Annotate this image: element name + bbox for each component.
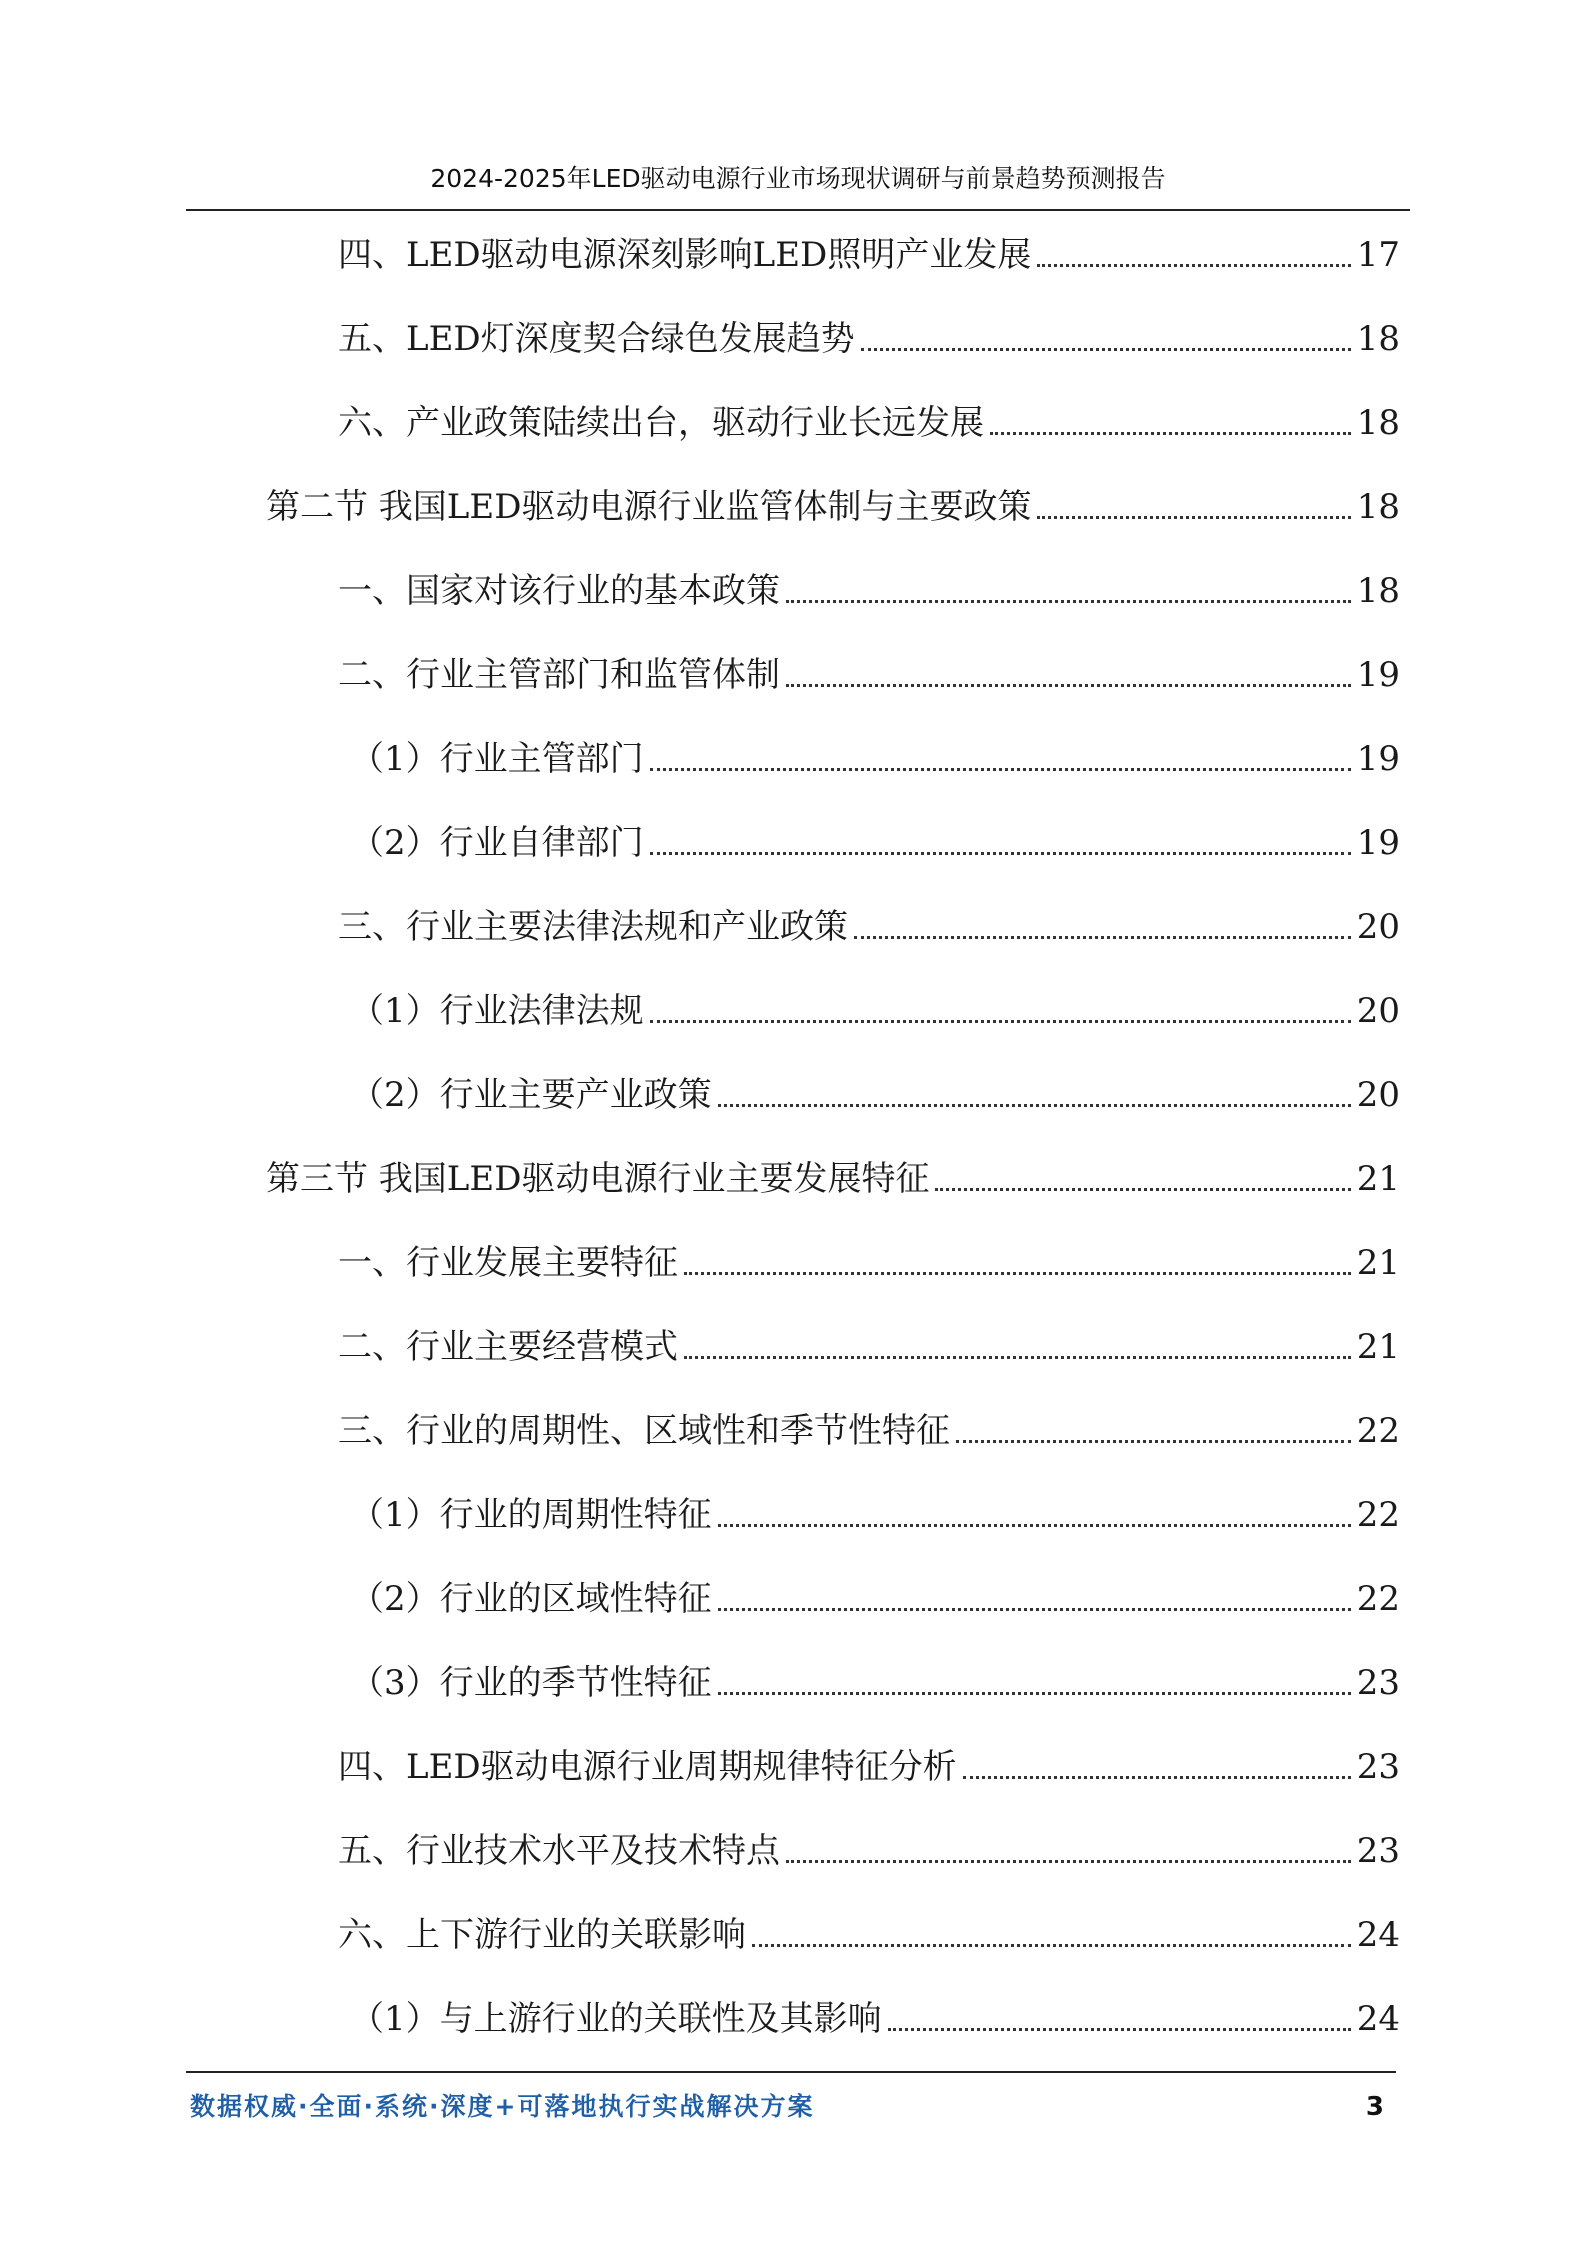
toc-subentry[interactable] xyxy=(350,737,1400,781)
toc-entry-label: 一、国家对该行业的基本政策 xyxy=(338,571,780,611)
toc-entry-page: 20 xyxy=(1356,907,1400,947)
toc-entry[interactable] xyxy=(338,1913,1400,1957)
toc-entry-label: （3）行业的季节性特征 xyxy=(350,1663,712,1703)
toc-subentry[interactable] xyxy=(350,1997,1400,2041)
toc-dot-leader xyxy=(1037,516,1350,519)
toc-entry-page: 18 xyxy=(1356,487,1400,527)
toc-dot-leader xyxy=(718,1692,1351,1695)
toc-entry[interactable] xyxy=(338,1325,1400,1369)
toc-entry-page: 18 xyxy=(1356,571,1400,611)
toc-entry-page: 21 xyxy=(1356,1243,1400,1283)
toc-dot-leader xyxy=(650,768,1351,771)
toc-subentry[interactable] xyxy=(350,1493,1400,1537)
toc-entry-page: 23 xyxy=(1356,1663,1400,1703)
toc-entry[interactable] xyxy=(338,905,1400,949)
toc-dot-leader xyxy=(718,1524,1351,1527)
toc-entry[interactable] xyxy=(338,653,1400,697)
toc-dot-leader xyxy=(684,1272,1351,1275)
toc-dot-leader xyxy=(684,1356,1351,1359)
toc-dot-leader xyxy=(650,1020,1351,1023)
report-title: 2024-2025年LED驱动电源行业市场现状调研与前景趋势预测报告 xyxy=(430,164,1166,193)
toc-subentry[interactable] xyxy=(350,989,1400,1033)
toc-dot-leader xyxy=(752,1944,1351,1947)
toc-entry-label: 四、LED驱动电源行业周期规律特征分析 xyxy=(338,1747,957,1787)
toc-dot-leader xyxy=(786,600,1351,603)
toc-entry-label: 三、行业主要法律法规和产业政策 xyxy=(338,907,848,947)
toc-entry-page: 23 xyxy=(1356,1831,1400,1871)
toc-entry-page: 17 xyxy=(1356,235,1400,275)
toc-entry-label: （1）行业法律法规 xyxy=(350,991,644,1031)
toc-entry-label: （1）与上游行业的关联性及其影响 xyxy=(350,1999,882,2039)
toc-subentry[interactable] xyxy=(350,1661,1400,1705)
toc-entry[interactable] xyxy=(338,317,1400,361)
toc-entry-label: 四、LED驱动电源深刻影响LED照明产业发展 xyxy=(338,235,1032,275)
toc-entry-label: （2）行业主要产业政策 xyxy=(350,1075,712,1115)
toc-entry-label: 一、行业发展主要特征 xyxy=(338,1243,678,1283)
toc-entry[interactable] xyxy=(338,401,1400,445)
toc-entry-page: 23 xyxy=(1356,1747,1400,1787)
footer-slogan: 数据权威·全面·系统·深度+可落地执行实战解决方案 xyxy=(190,2092,815,2121)
toc-entry-page: 22 xyxy=(1356,1411,1400,1451)
toc-entry-label: 六、产业政策陆续出台，驱动行业长远发展 xyxy=(338,403,984,443)
toc-dot-leader xyxy=(861,348,1351,351)
footer-divider xyxy=(186,2071,1396,2073)
toc-dot-leader xyxy=(650,852,1351,855)
toc-dot-leader xyxy=(1037,264,1350,267)
toc-entry-label: 二、行业主要经营模式 xyxy=(338,1327,678,1367)
toc-subentry[interactable] xyxy=(350,1073,1400,1117)
toc-entry-page: 19 xyxy=(1356,739,1400,779)
toc-entry-page: 18 xyxy=(1356,319,1400,359)
toc-entry-label: 五、LED灯深度契合绿色发展趋势 xyxy=(338,319,855,359)
toc-entry-label: （1）行业的周期性特征 xyxy=(350,1495,712,1535)
toc-entry-page: 19 xyxy=(1356,823,1400,863)
toc-entry[interactable] xyxy=(338,233,1400,277)
toc-entry-label: 第三节 我国LED驱动电源行业主要发展特征 xyxy=(266,1159,930,1199)
toc-dot-leader xyxy=(888,2028,1351,2031)
toc-dot-leader xyxy=(935,1188,1350,1191)
toc-entry-label: （2）行业的区域性特征 xyxy=(350,1579,712,1619)
toc-entry-page: 19 xyxy=(1356,655,1400,695)
toc-entry-page: 20 xyxy=(1356,1075,1400,1115)
toc-entry-page: 22 xyxy=(1356,1579,1400,1619)
toc-section-entry[interactable] xyxy=(266,1157,1400,1201)
toc-entry[interactable] xyxy=(338,569,1400,613)
toc-entry-page: 24 xyxy=(1356,1999,1400,2039)
toc-dot-leader xyxy=(718,1608,1351,1611)
toc-entry-label: 六、上下游行业的关联影响 xyxy=(338,1915,746,1955)
toc-entry-label: 二、行业主管部门和监管体制 xyxy=(338,655,780,695)
toc-entry-page: 20 xyxy=(1356,991,1400,1031)
toc-entry-page: 22 xyxy=(1356,1495,1400,1535)
toc-section-entry[interactable] xyxy=(266,485,1400,529)
toc-entry[interactable] xyxy=(338,1241,1400,1285)
toc-entry-page: 21 xyxy=(1356,1327,1400,1367)
toc-subentry[interactable] xyxy=(350,1577,1400,1621)
toc-dot-leader xyxy=(963,1776,1351,1779)
toc-entry-page: 18 xyxy=(1356,403,1400,443)
page-number: 3 xyxy=(1365,2092,1384,2122)
toc-dot-leader xyxy=(718,1104,1351,1107)
toc-dot-leader xyxy=(990,432,1351,435)
toc-dot-leader xyxy=(786,1860,1351,1863)
toc-entry[interactable] xyxy=(338,1745,1400,1789)
toc-entry-label: 五、行业技术水平及技术特点 xyxy=(338,1831,780,1871)
toc-entry-label: （2）行业自律部门 xyxy=(350,823,644,863)
toc-dot-leader xyxy=(854,936,1351,939)
toc-entry-label: 第二节 我国LED驱动电源行业监管体制与主要政策 xyxy=(266,487,1032,527)
toc-entry-label: 三、行业的周期性、区域性和季节性特征 xyxy=(338,1411,950,1451)
toc-dot-leader xyxy=(956,1440,1351,1443)
toc-entry-page: 24 xyxy=(1356,1915,1400,1955)
toc-entry[interactable] xyxy=(338,1829,1400,1873)
toc-entry[interactable] xyxy=(338,1409,1400,1453)
toc-dot-leader xyxy=(786,684,1351,687)
toc-entry-page: 21 xyxy=(1356,1159,1400,1199)
toc-subentry[interactable] xyxy=(350,821,1400,865)
toc-entry-label: （1）行业主管部门 xyxy=(350,739,644,779)
